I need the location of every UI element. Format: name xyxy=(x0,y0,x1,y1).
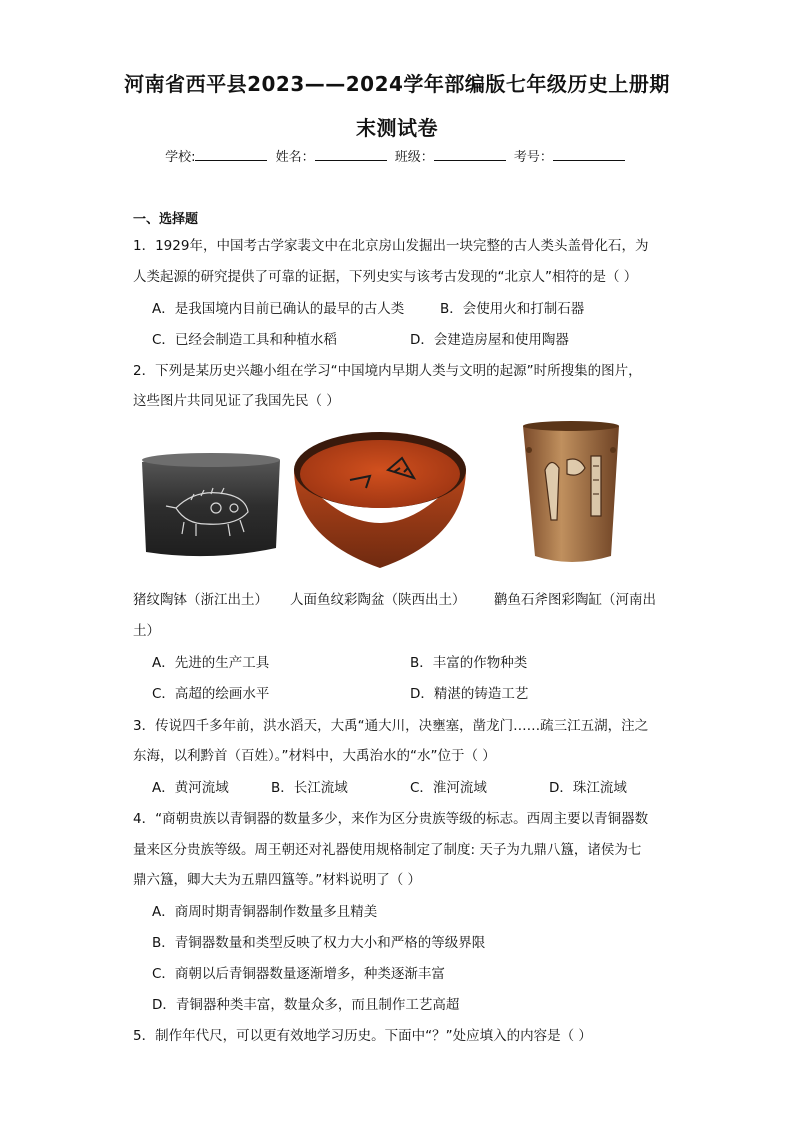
q4-stem-line2: 量来区分贵族等级。周王朝还对礼器使用规格制定了制度: 天子为九鼎八簋，诸侯为七 xyxy=(133,842,642,858)
q2-option-c: C．高超的绘画水平 xyxy=(152,686,270,702)
q4-stem-line1: 4．“商朝贵族以青铜器的数量多少，来作为区分贵族等级的标志。西周主要以青铜器数 xyxy=(133,811,649,827)
q2-stem-line2: 这些图片共同见证了我国先民（ ） xyxy=(133,393,340,409)
q3-option-c: C．淮河流域 xyxy=(410,780,487,796)
name-label: 姓名： xyxy=(275,150,315,165)
q2-stem-line1: 2．下列是某历史兴趣小组在学习“中国境内早期人类与文明的起源”时所搜集的图片， xyxy=(133,363,642,379)
q2-option-d: D．精湛的铸造工艺 xyxy=(410,686,529,702)
q1-option-d: D．会建造房屋和使用陶器 xyxy=(410,332,569,348)
q4-stem-line3: 鼎六簋，卿大夫为五鼎四簋等。”材料说明了（ ） xyxy=(133,872,422,888)
class-blank[interactable] xyxy=(434,148,506,161)
q3-stem-line2: 东海，以利黔首（百姓）。”材料中，大禹治水的“水”位于（ ） xyxy=(133,748,496,764)
section-heading: 一、选择题 xyxy=(133,212,199,227)
page-title-line2: 末测试卷 xyxy=(356,116,438,140)
q3-stem-line1: 3．传说四千多年前，洪水滔天，大禹“通大川，决壅塞，凿龙门……疏三江五湖，注之 xyxy=(133,718,649,734)
stork-fish-axe-jar-image xyxy=(515,420,627,572)
q1-stem-line2: 人类起源的研究提供了可靠的证据，下列史实与该考古发现的“北京人”相符的是（ ） xyxy=(133,269,638,285)
q2-option-a: A．先进的生产工具 xyxy=(152,655,270,671)
caption-stork-jar: 鹳鱼石斧图彩陶缸（河南出 xyxy=(494,592,656,608)
caption-fish-basin: 人面鱼纹彩陶盆（陕西出土） xyxy=(290,592,466,608)
q4-option-a: A．商周时期青铜器制作数量多且精美 xyxy=(152,904,378,920)
name-blank[interactable] xyxy=(315,148,387,161)
q4-option-b: B．青铜器数量和类型反映了权力大小和严格的等级界限 xyxy=(152,935,486,951)
exam-no-label: 考号： xyxy=(513,150,553,165)
school-blank[interactable] xyxy=(195,148,267,161)
q5-stem-line1: 5．制作年代尺，可以更有效地学习历史。下面中“？”处应填入的内容是（ ） xyxy=(133,1028,592,1044)
q1-option-a: A．是我国境内目前已确认的最早的古人类 xyxy=(152,301,405,317)
caption-stork-jar-cont: 土） xyxy=(133,623,160,639)
human-face-fish-basin-image xyxy=(290,428,470,570)
q1-option-c: C．已经会制造工具和种植水稻 xyxy=(152,332,337,348)
q3-option-d: D．珠江流域 xyxy=(549,780,627,796)
q1-option-b: B．会使用火和打制石器 xyxy=(440,301,585,317)
q4-option-c: C．商朝以后青铜器数量逐渐增多，种类逐渐丰富 xyxy=(152,966,445,982)
q2-option-b: B．丰富的作物种类 xyxy=(410,655,528,671)
caption-pig-bowl: 猪纹陶钵（浙江出土） xyxy=(133,592,268,608)
q3-option-b: B．长江流域 xyxy=(271,780,348,796)
q1-stem-line1: 1．1929年，中国考古学家裴文中在北京房山发掘出一块完整的古人类头盖骨化石，为 xyxy=(133,238,649,254)
school-label: 学校: xyxy=(165,150,196,165)
page-title-line1: 河南省西平县2023——2024学年部编版七年级历史上册期 xyxy=(124,72,670,96)
q3-option-a: A．黄河流域 xyxy=(152,780,229,796)
q4-option-d: D．青铜器种类丰富，数量众多，而且制作工艺高超 xyxy=(152,997,460,1013)
exam-no-blank[interactable] xyxy=(553,148,625,161)
student-info-line xyxy=(0,146,794,165)
class-label: 班级： xyxy=(394,150,434,165)
pig-pattern-bowl-image xyxy=(136,448,286,566)
